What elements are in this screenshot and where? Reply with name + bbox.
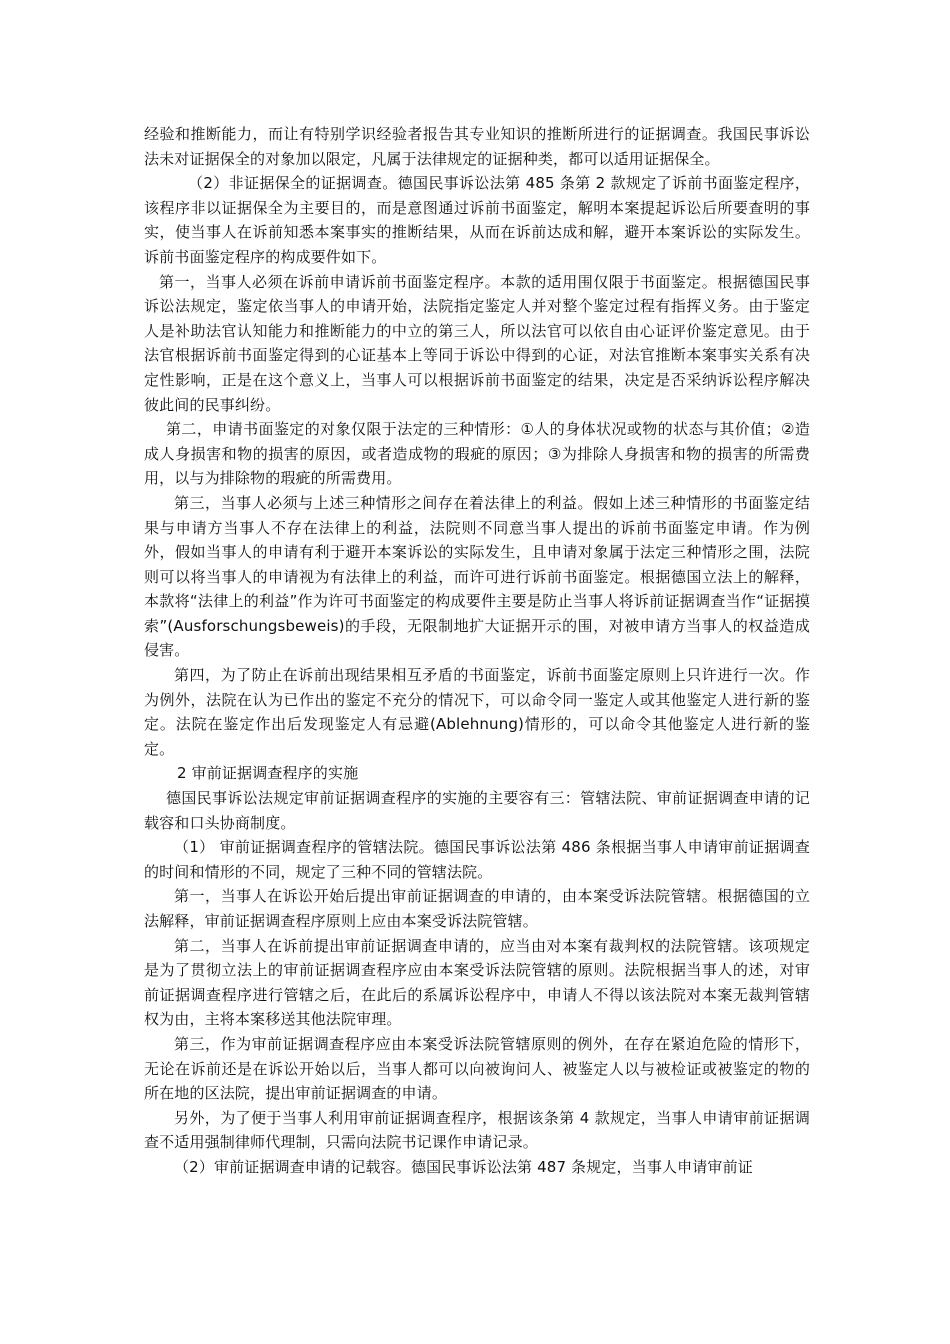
paragraph-9: 第一，当事人在诉讼开始后提出审前证据调查的申请的，由本案受诉法院管辖。根据德国的立法解释，审前证据调查程序原则上应由本案受诉法院管辖。 (144, 887, 810, 930)
paragraph-7: 德国民事诉讼法规定审前证据调查程序的实施的主要容有三：管辖法院、审前证据调查申请的记载容和口头协商制度。 (144, 789, 810, 832)
paragraph-8: （1） 审前证据调查程序的管辖法院。德国民事诉讼法第 486 条根据当事人申请审前证据调查的时间和情形的不同，规定了三种不同的管辖法院。 (144, 838, 810, 881)
paragraph-3: 第一，当事人必须在诉前申请诉前书面鉴定程序。本款的适用围仅限于书面鉴定。根据德国民事诉讼法规定，鉴定依当事人的申请开始，法院指定鉴定人并对整个鉴定过程有指挥义务。由于鉴定人是补助法官认知能力和推断能力的中立的第三人，所以法官可以依自由心证评价鉴定意见。由于法官根据诉前书面鉴定得到的心证基本上等同于诉讼中得到的心证，对法官推断本案事实关系有决定性影响，正是在这个意义上，当事人可以根据诉前书面鉴定的结果，决定是否采纳诉讼程序解决彼此间的民事纠纷。 (144, 272, 810, 414)
paragraph-4: 第二，申请书面鉴定的对象仅限于法定的三种情形：①人的身体状况或物的状态与其价值；②造成人身损害和物的损害的原因，或者造成物的瑕疵的原因；③为排除人身损害和物的损害的所需费用，以与为排除物的瑕疵的所需费用。 (144, 420, 810, 488)
paragraph-13: （2）审前证据调查申请的记载容。德国民事诉讼法第 487 条规定，当事人申请审前证 (174, 1157, 753, 1176)
paragraph-10: 第二，当事人在诉前提出审前证据调查申请的，应当由对本案有裁判权的法院管辖。该项规定是为了贯彻立法上的审前证据调查程序应由本案受诉法院管辖的原则。法院根据当事人的述，对审前证据调查程序进行管辖之后，在此后的系属诉讼程序中，申请人不得以该法院对本案无裁判管辖权为由，主将本案移送其他法院审理。 (144, 936, 810, 1029)
section-heading: 2 审前证据调查程序的实施 (177, 764, 359, 783)
paragraph-1: 经验和推断能力，而让有特别学识经验者报告其专业知识的推断所进行的证据调查。我国民事诉讼法未对证据保全的对象加以限定，凡属于法律规定的证据种类，都可以适用证据保全。 (144, 125, 810, 168)
paragraph-2: （2）非证据保全的证据调查。德国民事诉讼法第 485 条第 2 款规定了诉前书面鉴定程序，该程序非以证据保全为主要目的，而是意图通过诉前书面鉴定，解明本案提起诉讼后所要查明的事实，使当事人在诉前知悉本案事实的推断结果，从而在诉前达成和解，避开本案诉讼的实际发生。诉前书面鉴定程序的构成要件如下。 (144, 174, 810, 266)
paragraph-5: 第三，当事人必须与上述三种情形之间存在着法律上的利益。假如上述三种情形的书面鉴定结果与申请方当事人不存在法律上的利益，法院则不同意当事人提出的诉前书面鉴定申请。作为例外，假如当事人的申请有利于避开本案诉讼的实际发生，且申请对象属于法定三种情形之围，法院则可以将当事人的申请视为有法律上的利益，而许可进行诉前书面鉴定。根据德国立法上的解释，本款将“法律上的利益”作为许可书面鉴定的构成要件主要是防止当事人将诉前证据调查当作“证据摸索”(Ausforschungsbeweis)的手段，无限制地扩大证据开示的围，对被申请方当事人的权益造成侵害。 (144, 493, 810, 660)
paragraph-12: 另外，为了便于当事人利用审前证据调查程序，根据该条第 4 款规定，当事人申请审前证据调查不适用强制律师代理制，只需向法院书记课作申请记录。 (144, 1108, 810, 1152)
paragraph-11: 第三，作为审前证据调查程序应由本案受诉法院管辖原则的例外，在存在紧迫危险的情形下，无论在诉前还是在诉讼开始以后，当事人都可以向被询问人、被鉴定人以与被检证或被鉴定的物的所在地的区法院，提出审前证据调查的申请。 (144, 1034, 810, 1103)
document-body (144, 122, 810, 1180)
paragraph-6: 第四，为了防止在诉前出现结果相互矛盾的书面鉴定，诉前书面鉴定原则上只许进行一次。作为例外，法院在认为已作出的鉴定不充分的情况下，可以命令同一鉴定人或其他鉴定人进行新的鉴定。法院在鉴定作出后发现鉴定人有忌避(Ablehnung)情形的，可以命令其他鉴定人进行新的鉴定。 (144, 666, 810, 758)
